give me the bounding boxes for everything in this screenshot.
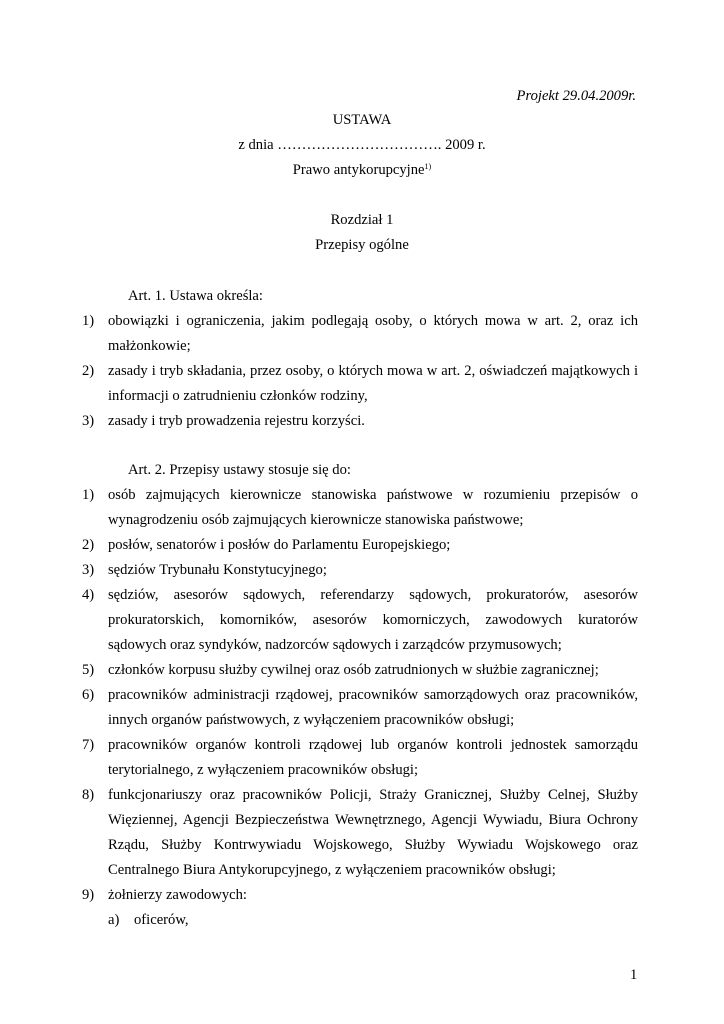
list-item [82,683,638,733]
list-item [82,783,638,883]
item-number: 9) [82,887,95,903]
list-item [82,359,638,409]
page-number: 1 [630,967,638,983]
item-text: obowiązki i ograniczenia, jakim podlegają osoby, o których mowa w art. 2, oraz ich małżonkowie; [108,313,638,354]
item-text: pracowników administracji rządowej, pracowników samorządowych oraz pracowników, innych organów państwowych, z wyłączeniem pracowników obsługi; [108,687,638,728]
item-text: członków korpusu służby cywilnej oraz osób zatrudnionych w służbie zagranicznej; [108,662,599,678]
article-2 [82,458,638,933]
sub-list-item [108,908,638,933]
list-item [82,583,638,658]
item-number: 2) [82,363,95,379]
item-text: zasady i tryb prowadzenia rejestru korzyści. [108,413,365,429]
sub-item-text: oficerów, [134,912,189,928]
article-1-heading: Art. 1. Ustawa określa: [128,288,263,304]
item-text: posłów, senatorów i posłów do Parlamentu Europejskiego; [108,537,451,553]
chapter-number: Rozdział 1 [330,212,394,228]
act-name-text: Prawo antykorupcyjne [292,162,425,178]
item-number: 3) [82,413,95,429]
item-number: 3) [82,562,95,578]
act-header [0,108,724,258]
item-text: osób zajmujących kierownicze stanowiska państwowe w rozumieniu przepisów o wynagrodzeniu osób zajmujących kierownicze stanowiska państwowe; [108,487,638,528]
item-text: żołnierzy zawodowych: [108,887,247,903]
article-1-list [82,309,638,434]
item-text: pracowników organów kontroli rządowej lub organów kontroli jednostek samorządu terytorialnego, z wyłączeniem pracowników obsługi; [108,737,638,778]
item-number: 4) [82,587,95,603]
act-name [0,158,724,183]
item-number: 2) [82,537,95,553]
article-2-list [82,483,638,933]
item-number: 7) [82,737,95,753]
article-1 [82,284,638,434]
item-text: sędziów, asesorów sądowych, referendarzy sądowych, prokuratorów, asesorów prokuratorskich, komorników, asesorów komorniczych, zawodowych kuratorów sądowych oraz syndyków, nadzorców sądowych i zarządców przymusowych; [108,587,638,653]
sub-item-letter: a) [108,912,120,928]
act-date-line: z dnia ……………………………. 2009 r. [238,137,486,153]
item-number: 6) [82,687,95,703]
list-item [82,558,638,583]
item-text: funkcjonariuszy oraz pracowników Policji, Straży Granicznej, Służby Celnej, Służby Więziennej, Agencji Bezpieczeństwa Wewnętrznego, Agencji Wywiadu, Biura Ochrony Rządu, Służby Kontrwywiadu Wojskowego, Służby Wywiadu Wojskowego oraz Centralnego Biura Antykorupcyjnego, z wyłączeniem pracowników obsługi; [108,787,638,878]
footnote-mark: 1) [424,162,432,171]
item-text: zasady i tryb składania, przez osoby, o których mowa w art. 2, oświadczeń majątkowych i informacji o zatrudnieniu członków rodziny, [108,363,638,404]
list-item [82,883,638,933]
list-item [82,733,638,783]
item-number: 5) [82,662,95,678]
list-item [82,533,638,558]
item-number: 1) [82,487,95,503]
item-number: 8) [82,787,95,803]
item-text: sędziów Trybunału Konstytucyjnego; [108,562,327,578]
draft-date: Projekt 29.04.2009r. [516,88,636,104]
list-item [82,483,638,533]
list-item [82,309,638,359]
chapter-title: Przepisy ogólne [315,237,409,253]
list-item [82,658,638,683]
act-title: USTAWA [332,112,392,128]
article-2-heading: Art. 2. Przepisy ustawy stosuje się do: [128,462,351,478]
list-item [82,409,638,434]
item-number: 1) [82,313,95,329]
